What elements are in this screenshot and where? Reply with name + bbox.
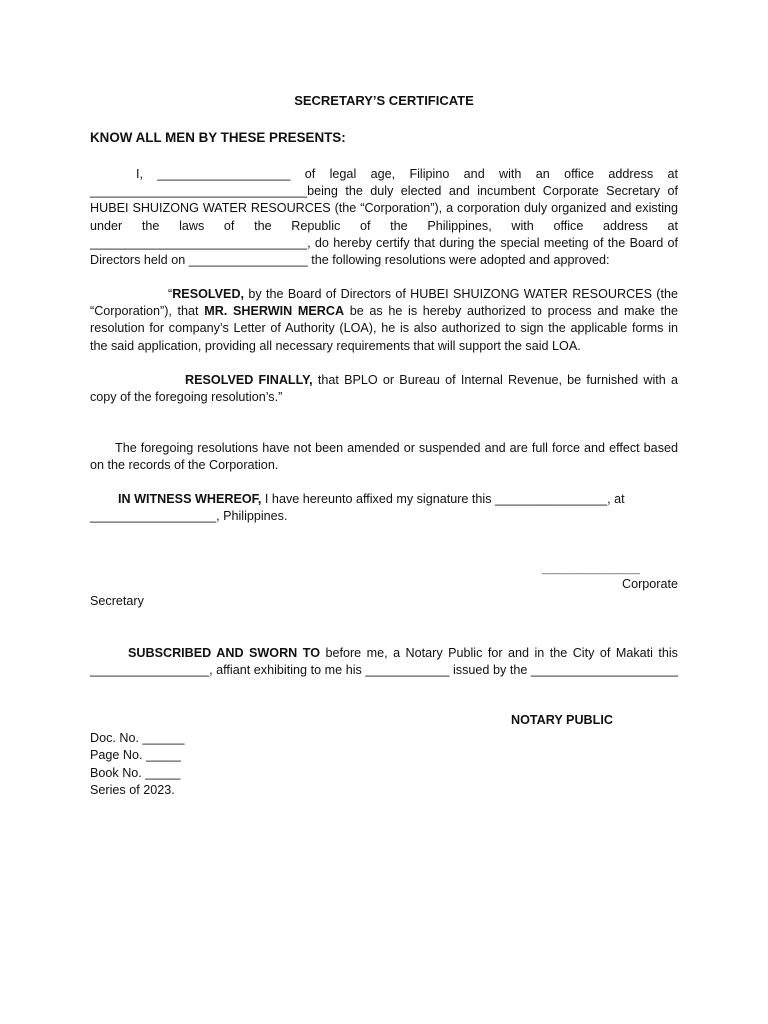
series-year: Series of 2023.: [90, 783, 175, 798]
paragraph-foregoing: [90, 440, 678, 474]
p1-line-4: under the laws of the Republic of the Philippines, with office address at: [90, 218, 678, 233]
notarial-register: [90, 730, 185, 800]
p5-line-2: __________________, Philippines.: [90, 509, 288, 524]
document-title: SECRETARY’S CERTIFICATE: [294, 93, 474, 108]
p1-line-1: I, ___________________ of legal age, Filipino and with an office address at: [136, 167, 679, 181]
notary-public-label: NOTARY PUBLIC: [511, 713, 613, 727]
p1-line-5: _______________________________, do hereby certify that during the special meeting of the Board of: [90, 235, 678, 250]
paragraph-resolved: [90, 286, 678, 355]
p2-line-1: “RESOLVED, by the Board of Directors of HUBEI SHUIZONG WATER RESOURCES (the: [168, 287, 678, 301]
doc-number: Doc. No. ______: [90, 731, 185, 745]
p4-line-1: The foregoing resolutions have not been amended or suspended and are full force and effect based: [115, 441, 678, 455]
book-number: Book No. _____: [90, 765, 181, 780]
p4-line-2: on the records of the Corporation.: [90, 458, 279, 473]
p1-line-2: _______________________________being the duly elected and incumbent Corporate Secretary of: [90, 184, 678, 199]
page-number: Page No. _____: [90, 748, 182, 763]
p5-line-1: IN WITNESS WHEREOF, I have hereunto affixed my signature this ________________, at: [118, 492, 625, 506]
p2-line-3: resolution for company’s Letter of Authority (LOA), he is also authorized to sign the applicable forms in: [90, 321, 678, 336]
paragraph-witness: [90, 491, 678, 525]
p1-line-6: Directors held on _________________ the following resolutions were adopted and approved:: [90, 253, 610, 268]
p6-line-1: SUBSCRIBED AND SWORN TO before me, a Notary Public for and in the City of Makati this: [128, 646, 678, 660]
p2-line-4: the said application, providing all necessary requirements that will support the said LOA.: [90, 338, 581, 353]
paragraph-resolved-finally: [90, 372, 678, 406]
document-page: [90, 0, 678, 1024]
document-heading: KNOW ALL MEN BY THESE PRESENTS:: [90, 130, 346, 145]
signature-title-corporate: Corporate: [621, 577, 678, 591]
p1-line-3: HUBEI SHUIZONG WATER RESOURCES (the “Corporation”), a corporation duly organized and existing: [90, 201, 678, 216]
p6-line-2: _________________, affiant exhibiting to me his ____________ issued by the _____________________: [90, 663, 678, 678]
paragraph-certification: [90, 166, 678, 269]
p3-line-2: copy of the foregoing resolution’s.”: [90, 390, 283, 405]
signature-title-secretary: Secretary: [90, 594, 144, 608]
signature-line: ________________: [542, 563, 640, 575]
p2-line-2: “Corporation”), that MR. SHERWIN MERCA be as he is hereby authorized to process and make the: [90, 304, 679, 319]
p3-line-1: RESOLVED FINALLY, that BPLO or Bureau of Internal Revenue, be furnished with a: [185, 373, 678, 387]
paragraph-subscribed: [90, 645, 678, 679]
